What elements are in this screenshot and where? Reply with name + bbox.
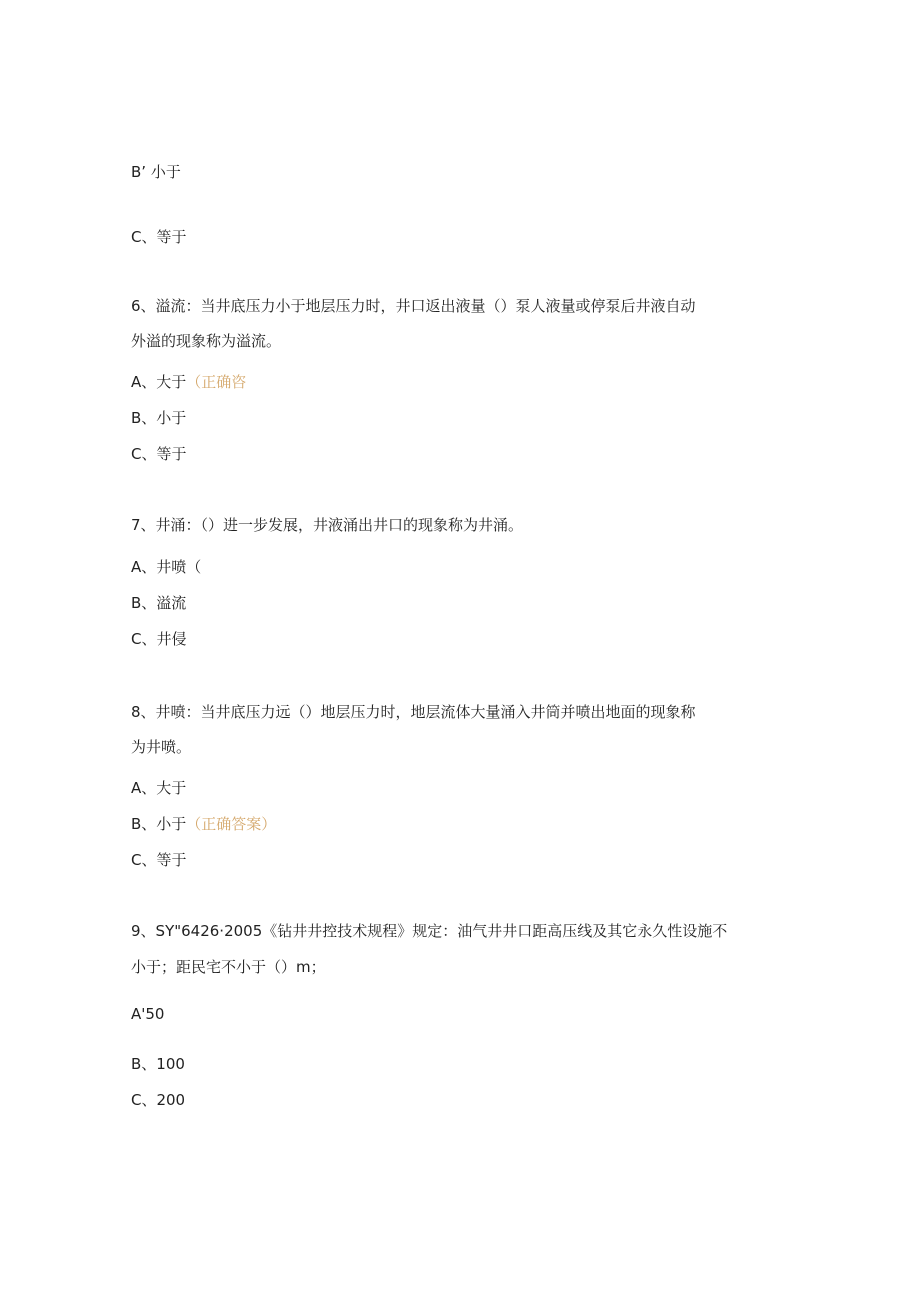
answer-mark: （正确咨: [186, 373, 247, 391]
option-c-q9: C、200: [131, 1091, 186, 1109]
question-6-line-2: 外溢的现象称为溢流。: [131, 332, 282, 350]
option-c-q8: C、等于: [131, 851, 187, 869]
question-9-line-2: 小于；距民宅不小于（）m；: [131, 958, 326, 976]
option-a-q6: A、大于（正确咨: [131, 373, 247, 391]
question-9-line-1: 9、SY"6426·2005《钻井井控技术规程》规定：油气井井口距高压线及其它永久性设施不: [131, 922, 728, 940]
question-8-line-1: 8、井喷：当井底压力远（）地层压力时，地层流体大量涌入井筒并喷出地面的现象称: [131, 703, 696, 721]
option-c-q5: C、等于: [131, 228, 187, 246]
option-a-q7: A、井喷（: [131, 558, 202, 576]
option-b-q9: B、100: [131, 1055, 185, 1073]
question-7: 7、井涌：（）进一步发展，井液涌出井口的现象称为井涌。: [131, 516, 524, 534]
option-b-q6: B、小于: [131, 409, 187, 427]
option-b-q5: B’ 小于: [131, 163, 181, 181]
option-b-q7: B、溢流: [131, 594, 187, 612]
option-c-q6: C、等于: [131, 445, 187, 463]
question-8-line-2: 为井喷。: [131, 738, 192, 756]
option-b-q8: B、小于（正确答案）: [131, 815, 277, 833]
option-a-q8: A、大于: [131, 779, 187, 797]
option-c-q7: C、井侵: [131, 630, 187, 648]
option-a-q9: A'50: [131, 1005, 165, 1023]
answer-mark: （正确答案）: [186, 815, 277, 833]
question-6-line-1: 6、溢流：当井底压力小于地层压力时，井口返出液量（）泵人液量或停泵后井液自动: [131, 297, 696, 315]
